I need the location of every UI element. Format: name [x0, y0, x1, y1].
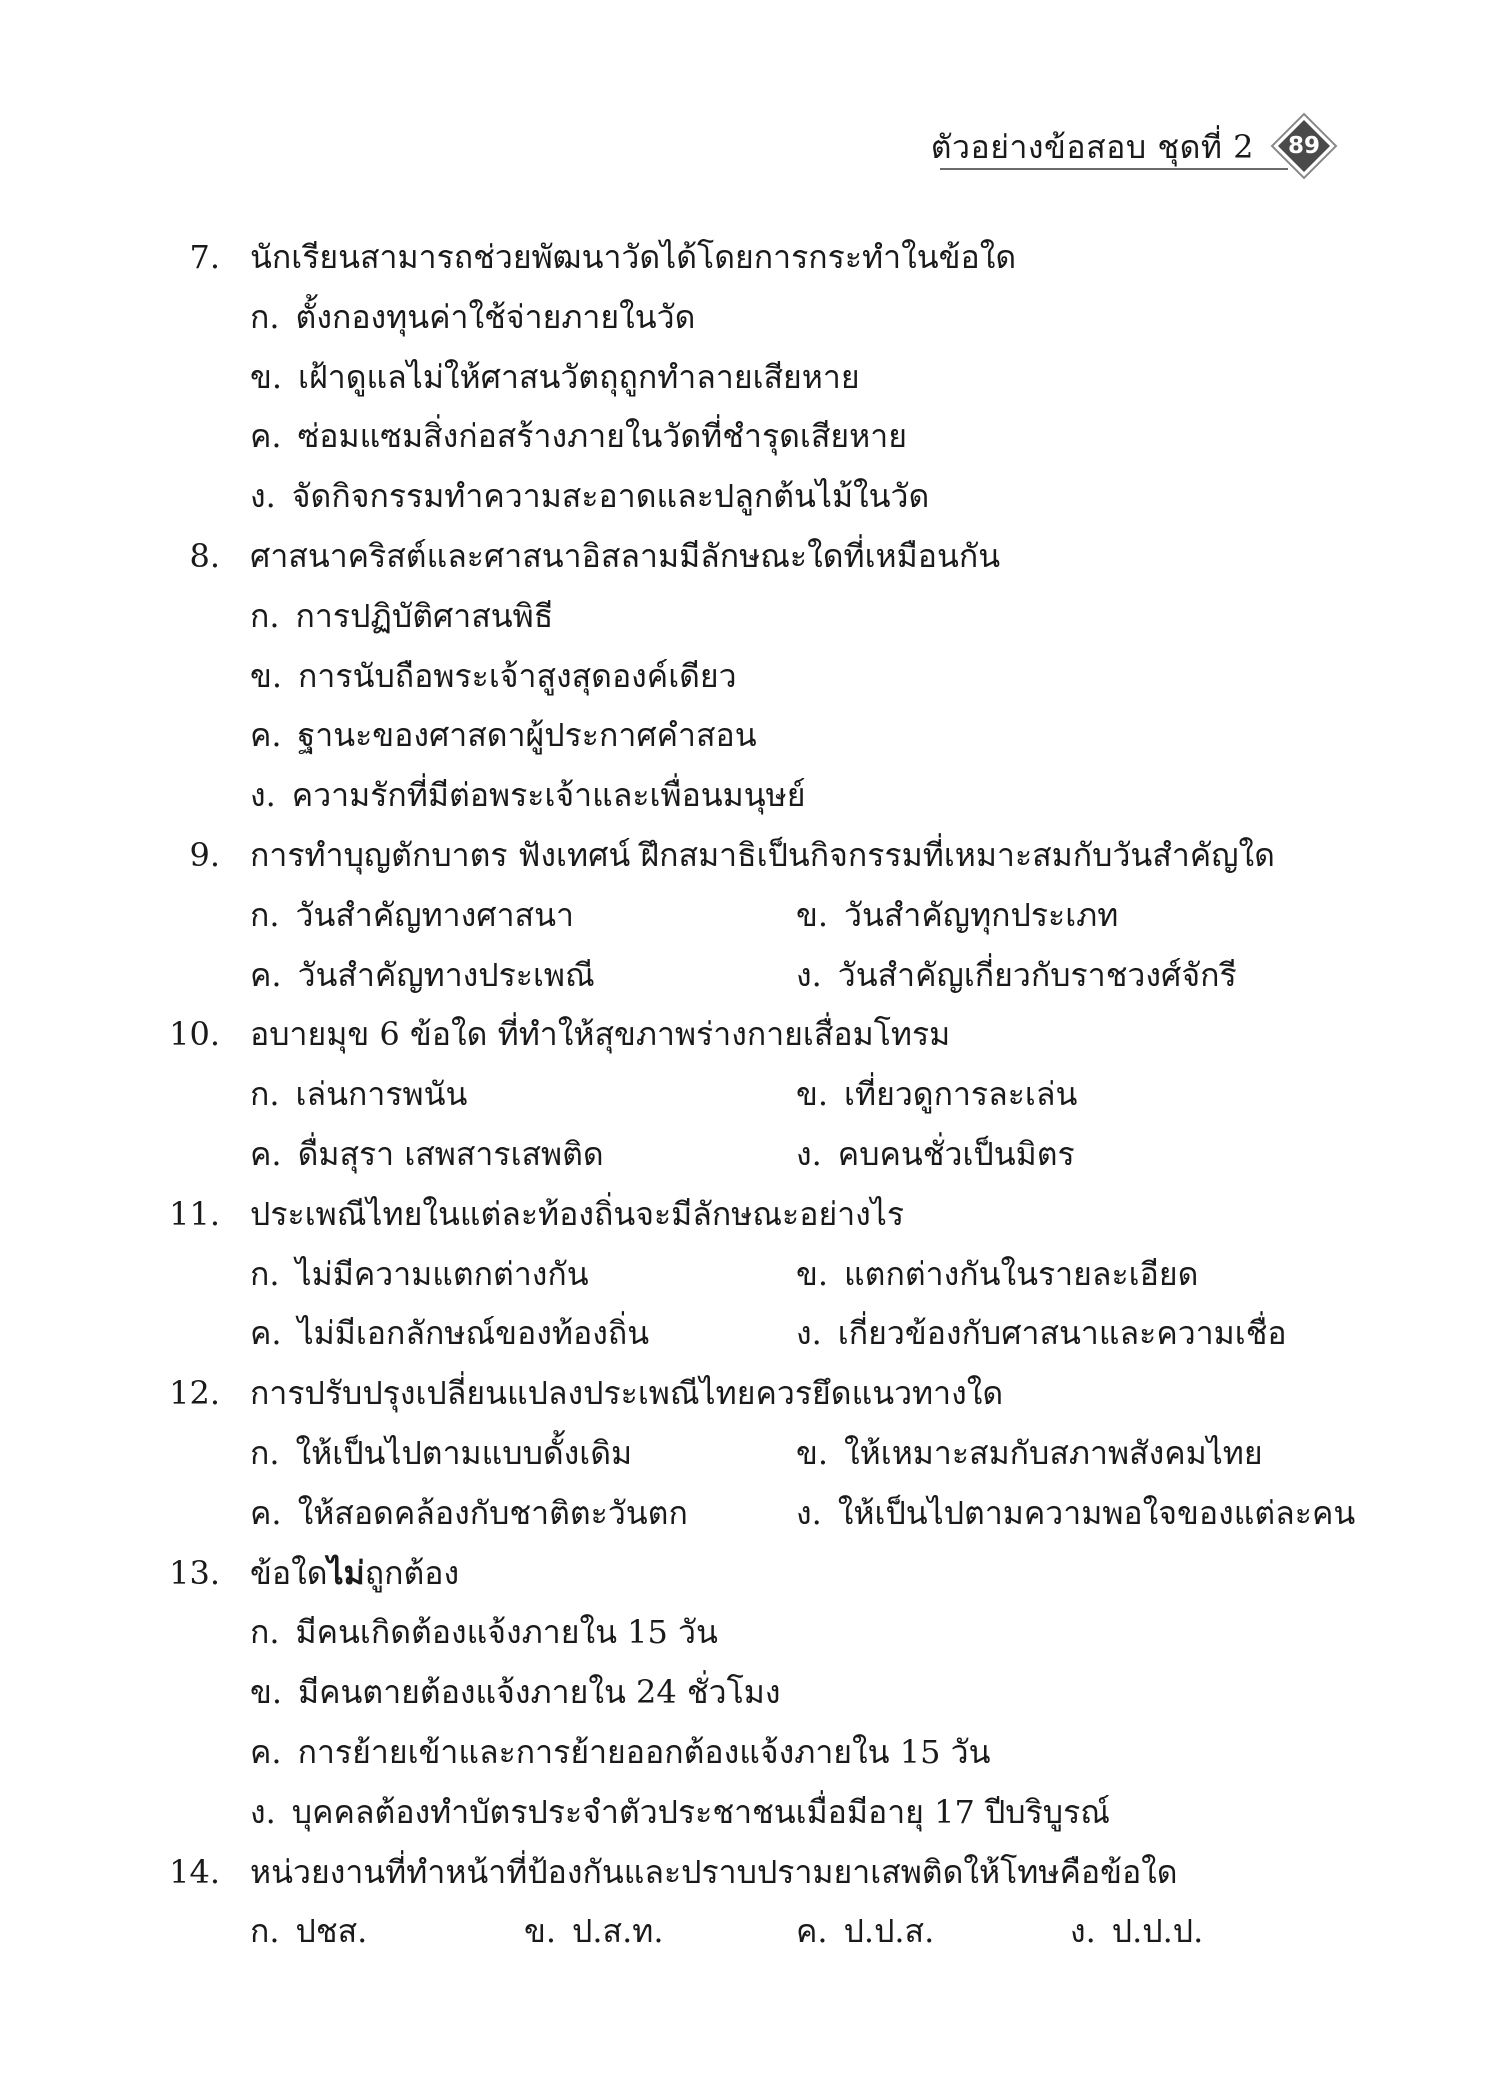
option-text: ให้เป็นไปตามแบบดั้งเดิม	[295, 1433, 633, 1472]
option-label: ค.	[796, 1912, 828, 1951]
option-row	[0, 946, 1504, 1006]
option-label: ก.	[250, 1912, 280, 1951]
option[interactable]	[250, 1902, 367, 1962]
question-number: 12.	[169, 1374, 220, 1413]
option-text: เฝ้าดูแลไม่ให้ศาสนวัตถุถูกทำลายเสียหาย	[298, 357, 860, 396]
question-number: 10.	[169, 1015, 220, 1054]
option[interactable]	[250, 886, 574, 946]
question-text: การทำบุญตักบาตร ฟังเทศน์ ฝึกสมาธิเป็นกิจกรรมที่เหมาะสมกับวันสำคัญใด	[250, 835, 1275, 874]
option[interactable]	[250, 706, 757, 766]
option-text: ดื่มสุรา เสพสารเสพติด	[297, 1134, 604, 1173]
option[interactable]	[250, 1304, 649, 1364]
option[interactable]	[250, 407, 907, 467]
option-label: ข.	[796, 895, 829, 934]
option-label: ข.	[796, 1075, 829, 1114]
option-text: ให้เหมาะสมกับสภาพสังคมไทย	[844, 1433, 1263, 1472]
page-number: 89	[1287, 133, 1320, 159]
option-text: เที่ยวดูการละเล่น	[844, 1075, 1078, 1114]
question-text: อบายมุข 6 ข้อใด ที่ทำให้สุขภาพร่างกายเสื่อมโทรม	[250, 1015, 951, 1054]
option-label: ง.	[250, 477, 276, 516]
option[interactable]	[796, 1424, 1263, 1484]
page-number-badge	[1270, 112, 1338, 180]
option-text: ให้เป็นไปตามความพอใจของแต่ละคน	[837, 1493, 1356, 1532]
option-text: ไม่มีความแตกต่างกัน	[295, 1254, 589, 1293]
option[interactable]	[250, 1424, 632, 1484]
option-text: การนับถือพระเจ้าสูงสุดองค์เดียว	[298, 656, 737, 695]
option-text: ป.ส.ท.	[572, 1912, 664, 1951]
option[interactable]	[250, 1723, 990, 1783]
option[interactable]	[250, 1603, 718, 1663]
option[interactable]	[796, 1065, 1077, 1125]
page-header	[930, 112, 1340, 182]
option-row	[0, 407, 1504, 467]
option-row	[0, 587, 1504, 647]
question-text: ศาสนาคริสต์และศาสนาอิสลามมีลักษณะใดที่เหมือนกัน	[250, 536, 1001, 575]
question-number: 8.	[189, 536, 220, 575]
option-label: ข.	[524, 1912, 557, 1951]
option[interactable]	[250, 288, 695, 348]
option-row	[0, 706, 1504, 766]
question-9	[0, 826, 1504, 886]
option-label: ก.	[250, 1613, 280, 1652]
option-row	[0, 1245, 1504, 1305]
question-text: การปรับปรุงเปลี่ยนแปลงประเพณีไทยควรยึดแนวทางใด	[250, 1374, 1004, 1413]
option-label: ข.	[250, 656, 283, 695]
option-row	[0, 467, 1504, 527]
option-text: ให้สอดคล้องกับชาติตะวันตก	[297, 1493, 688, 1532]
header-title: ตัวอย่างข้อสอบ ชุดที่ 2	[930, 128, 1254, 166]
question-number: 7.	[189, 238, 220, 276]
question-number: 9.	[189, 835, 220, 874]
option-label: ค.	[250, 1732, 282, 1771]
option-label: ง.	[796, 955, 822, 994]
option-row	[0, 348, 1504, 408]
option[interactable]	[796, 1245, 1198, 1305]
question-text: นักเรียนสามารถช่วยพัฒนาวัดได้โดยการกระทำในข้อใด	[250, 238, 1017, 276]
option-label: ค.	[250, 955, 282, 994]
option-row	[0, 1484, 1504, 1544]
option-label: ง.	[796, 1134, 822, 1173]
option-label: ก.	[250, 596, 280, 635]
option-text: วันสำคัญทางประเพณี	[297, 955, 595, 994]
option-row	[0, 1783, 1504, 1843]
option-row	[0, 766, 1504, 826]
option-text: การปฏิบัติศาสนพิธี	[295, 596, 554, 635]
option-text: ป.ป.ป.	[1111, 1912, 1204, 1951]
option-text: วันสำคัญเกี่ยวกับราชวงศ์จักรี	[837, 955, 1237, 994]
question-list	[0, 228, 1504, 1962]
option-label: ง.	[250, 1792, 276, 1831]
option-text: มีคนตายต้องแจ้งภายใน 24 ชั่วโมง	[298, 1673, 781, 1712]
option-text: คบคนชั่วเป็นมิตร	[837, 1134, 1075, 1173]
question-number: 13.	[169, 1553, 220, 1592]
option-row	[0, 1424, 1504, 1484]
option[interactable]	[250, 1484, 688, 1544]
option-text: ฐานะของศาสดาผู้ประกาศคำสอน	[297, 716, 757, 755]
option-label: ก.	[250, 297, 280, 336]
question-7	[0, 228, 1504, 288]
option-text: แตกต่างกันในรายละเอียด	[844, 1254, 1199, 1293]
header-rule	[940, 168, 1288, 170]
option-text: ไม่มีเอกลักษณ์ของท้องถิ่น	[297, 1314, 650, 1353]
option-text: บุคคลต้องทำบัตรประจำตัวประชาชนเมื่อมีอายุ 17 ปีบริบูรณ์	[291, 1792, 1110, 1831]
option-label: ข.	[796, 1433, 829, 1472]
option-label: ข.	[250, 357, 283, 396]
question-8	[0, 527, 1504, 587]
option-label: ง.	[250, 776, 276, 815]
option[interactable]	[796, 946, 1237, 1006]
option-label: ข.	[796, 1254, 829, 1293]
option-label: ค.	[250, 1493, 282, 1532]
question-11	[0, 1185, 1504, 1245]
option-text: เล่นการพนัน	[295, 1075, 468, 1114]
option[interactable]	[250, 587, 553, 647]
option-label: ก.	[250, 1075, 280, 1114]
option[interactable]	[796, 1484, 1355, 1544]
question-14	[0, 1843, 1504, 1903]
option-label: ค.	[250, 417, 282, 456]
question-text	[250, 1544, 459, 1604]
question-text-suffix: ถูกต้อง	[364, 1553, 460, 1592]
question-12	[0, 1364, 1504, 1424]
option[interactable]	[1070, 1902, 1203, 1962]
option-label: ข.	[250, 1673, 283, 1712]
option-label: ง.	[1070, 1912, 1096, 1951]
option[interactable]	[250, 1065, 467, 1125]
option-text: วันสำคัญทุกประเภท	[844, 895, 1119, 934]
option[interactable]	[796, 1125, 1075, 1185]
option[interactable]	[796, 1902, 934, 1962]
question-text: ประเพณีไทยในแต่ละท้องถิ่นจะมีลักษณะอย่างไร	[250, 1194, 905, 1233]
option-text: ป.ป.ส.	[843, 1912, 935, 1951]
option[interactable]	[250, 946, 595, 1006]
option-label: ค.	[250, 1134, 282, 1173]
option-text: จัดกิจกรรมทำความสะอาดและปลูกต้นไม้ในวัด	[291, 477, 930, 516]
option-text: ความรักที่มีต่อพระเจ้าและเพื่อนมนุษย์	[291, 776, 806, 815]
question-text-prefix: ข้อใด	[250, 1553, 328, 1592]
option-text: วันสำคัญทางศาสนา	[295, 895, 574, 934]
option[interactable]	[250, 647, 737, 707]
option-row	[0, 647, 1504, 707]
option-row	[0, 1902, 1504, 1962]
option-row	[0, 1304, 1504, 1364]
option-row	[0, 1125, 1504, 1185]
question-number: 14.	[169, 1852, 220, 1891]
question-text-emphasis: ไม่	[327, 1553, 365, 1592]
option-text: ปชส.	[295, 1912, 368, 1951]
option-text: ซ่อมแซมสิ่งก่อสร้างภายในวัดที่ชำรุดเสียหาย	[297, 417, 907, 456]
option[interactable]	[250, 1125, 604, 1185]
option-label: ก.	[250, 1433, 280, 1472]
option-row	[0, 1723, 1504, 1783]
option-text: เกี่ยวข้องกับศาสนาและความเชื่อ	[837, 1314, 1287, 1353]
question-13	[0, 1544, 1504, 1604]
option[interactable]	[250, 766, 805, 826]
option-text: ตั้งกองทุนค่าใช้จ่ายภายในวัด	[295, 297, 696, 336]
option[interactable]	[796, 886, 1118, 946]
option[interactable]	[250, 348, 860, 408]
option-label: ค.	[250, 1314, 282, 1353]
option-row	[0, 1663, 1504, 1723]
option[interactable]	[524, 1902, 664, 1962]
option[interactable]	[796, 1304, 1287, 1364]
option[interactable]	[250, 1663, 781, 1723]
option-label: ก.	[250, 895, 280, 934]
option-text: มีคนเกิดต้องแจ้งภายใน 15 วัน	[295, 1613, 718, 1652]
question-number: 11.	[169, 1194, 220, 1233]
option-label: ก.	[250, 1254, 280, 1293]
option-row	[0, 886, 1504, 946]
option-label: ง.	[796, 1493, 822, 1532]
option[interactable]	[250, 1783, 1110, 1843]
option[interactable]	[250, 1245, 589, 1305]
option-label: ง.	[796, 1314, 822, 1353]
option-row	[0, 288, 1504, 348]
option-row	[0, 1065, 1504, 1125]
option-text: การย้ายเข้าและการย้ายออกต้องแจ้งภายใน 15 วัน	[297, 1732, 991, 1771]
option-row	[0, 1603, 1504, 1663]
question-10	[0, 1005, 1504, 1065]
question-text: หน่วยงานที่ทำหน้าที่ป้องกันและปราบปรามยาเสพติดให้โทษคือข้อใด	[250, 1852, 1178, 1891]
option-label: ค.	[250, 716, 282, 755]
option[interactable]	[250, 467, 929, 527]
